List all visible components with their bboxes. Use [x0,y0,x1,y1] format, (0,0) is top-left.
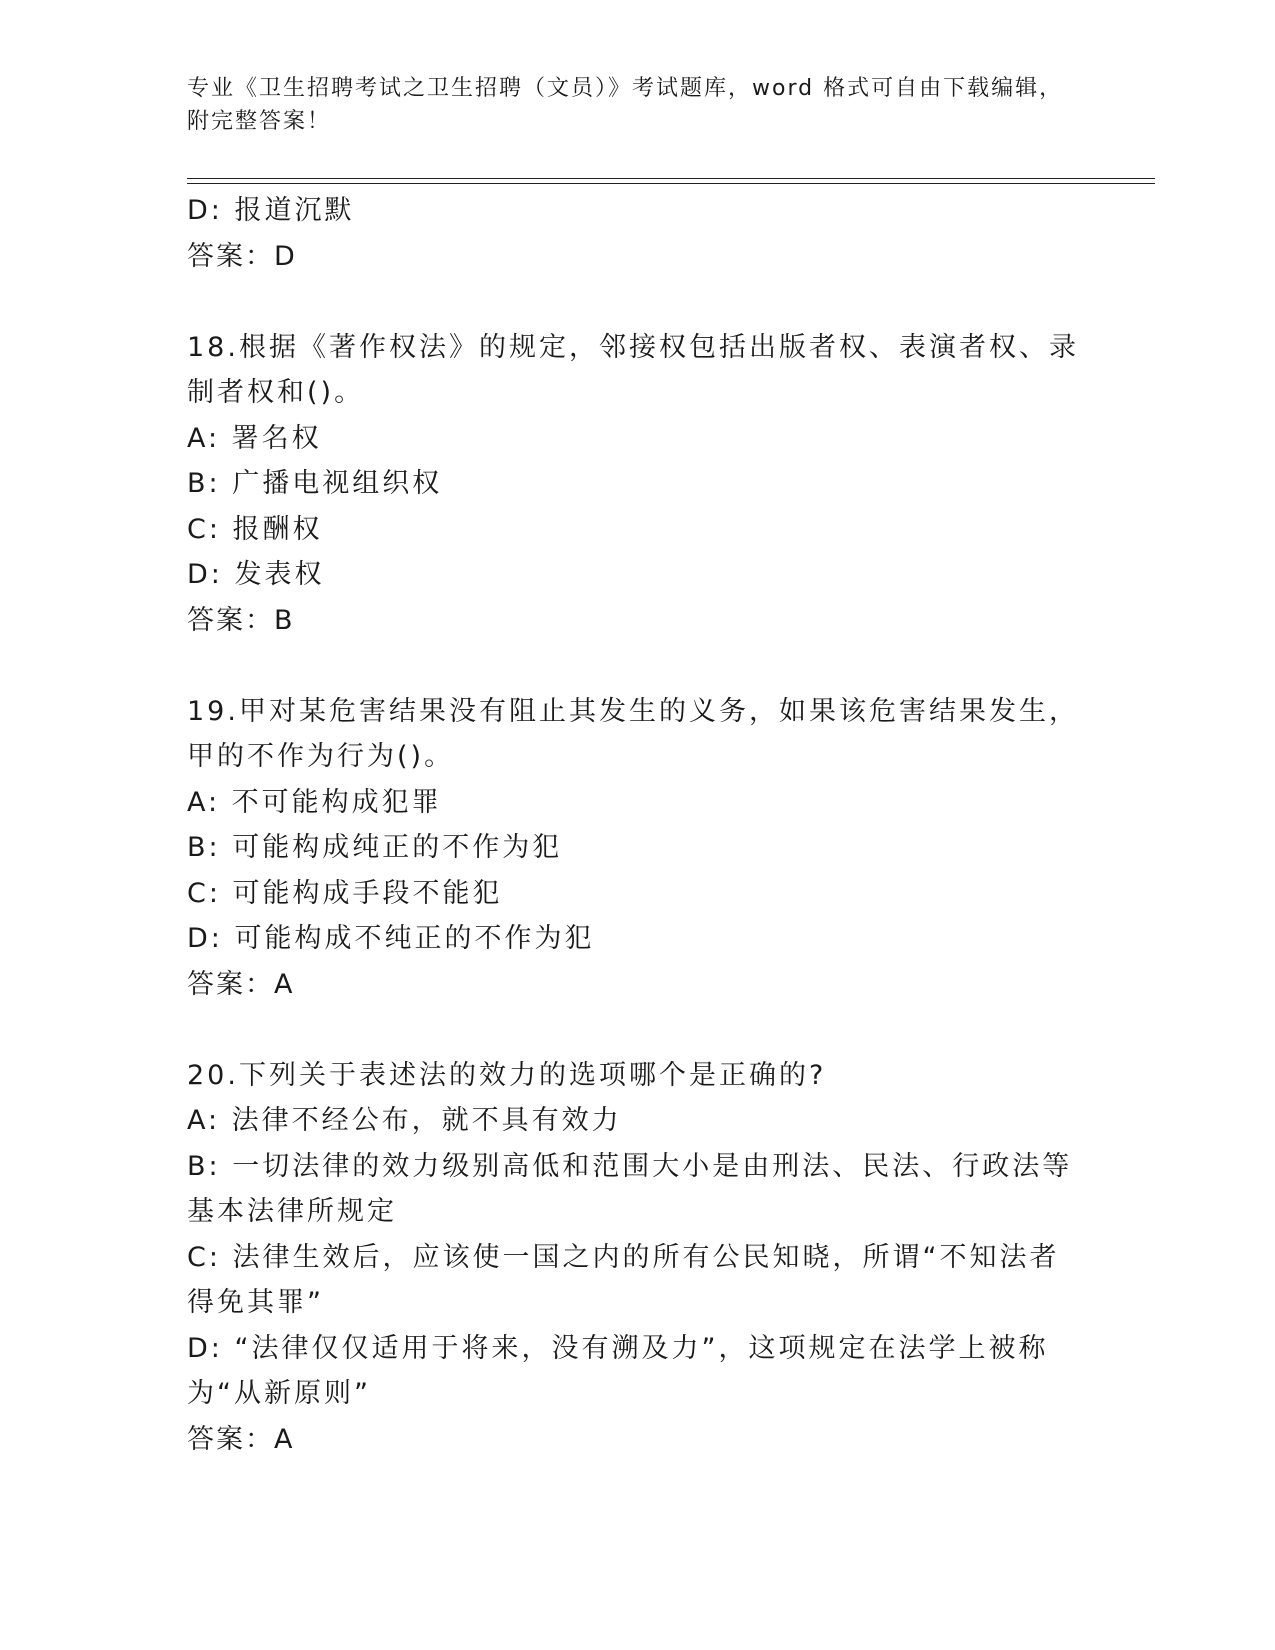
q18-option-c: C: 报酬权 [187,513,323,545]
q19-option-a: A: 不可能构成犯罪 [187,786,442,818]
question-18: 18.根据《著作权法》的规定，邻接权包括出版者权、表演者权、录制者权和()。 [187,331,1079,408]
q18-option-a: A: 署名权 [187,422,322,454]
document-header: 专业《卫生招聘考试之卫生招聘（文员）》考试题库，word 格式可自由下载编辑，附完整答案！ [187,76,1064,134]
spacer [187,643,1087,689]
prev-option-d: D: 报道沉默 [187,195,355,226]
prev-answer: 答案：D [187,240,297,272]
q20-option-c: C: 法律生效后，应该使一国之内的所有公民知晓，所谓“不知法者得免其罪” [187,1241,1060,1318]
spacer [187,1007,1087,1053]
spacer [187,279,1087,325]
q20-option-b: B: 一切法律的效力级别高低和范围大小是由刑法、民法、行政法等基本法律所规定 [187,1150,1073,1227]
q18-option-d: D: 发表权 [187,559,325,590]
q18-option-b: B: 广播电视组织权 [187,468,443,499]
q18-answer: 答案：B [187,604,295,636]
q20-answer: 答案：A [187,1423,295,1455]
header-rule-bottom [187,183,1155,184]
document-body [187,188,1087,1462]
question-20: 20.下列关于表述法的效力的选项哪个是正确的? [187,1059,827,1091]
q19-option-b: B: 可能构成纯正的不作为犯 [187,832,563,863]
q19-answer: 答案：A [187,968,295,1000]
q19-option-c: C: 可能构成手段不能犯 [187,877,503,909]
header-rule-top [187,178,1155,179]
question-19: 19.甲对某危害结果没有阻止其发生的义务，如果该危害结果发生，甲的不作为行为()。 [187,695,1079,772]
q19-option-d: D: 可能构成不纯正的不作为犯 [187,923,595,954]
q20-option-d: D: “法律仅仅适用于将来，没有溯及力”，这项规定在法学上被称为“从新原则” [187,1332,1049,1409]
q20-option-a: A: 法律不经公布，就不具有效力 [187,1105,622,1136]
